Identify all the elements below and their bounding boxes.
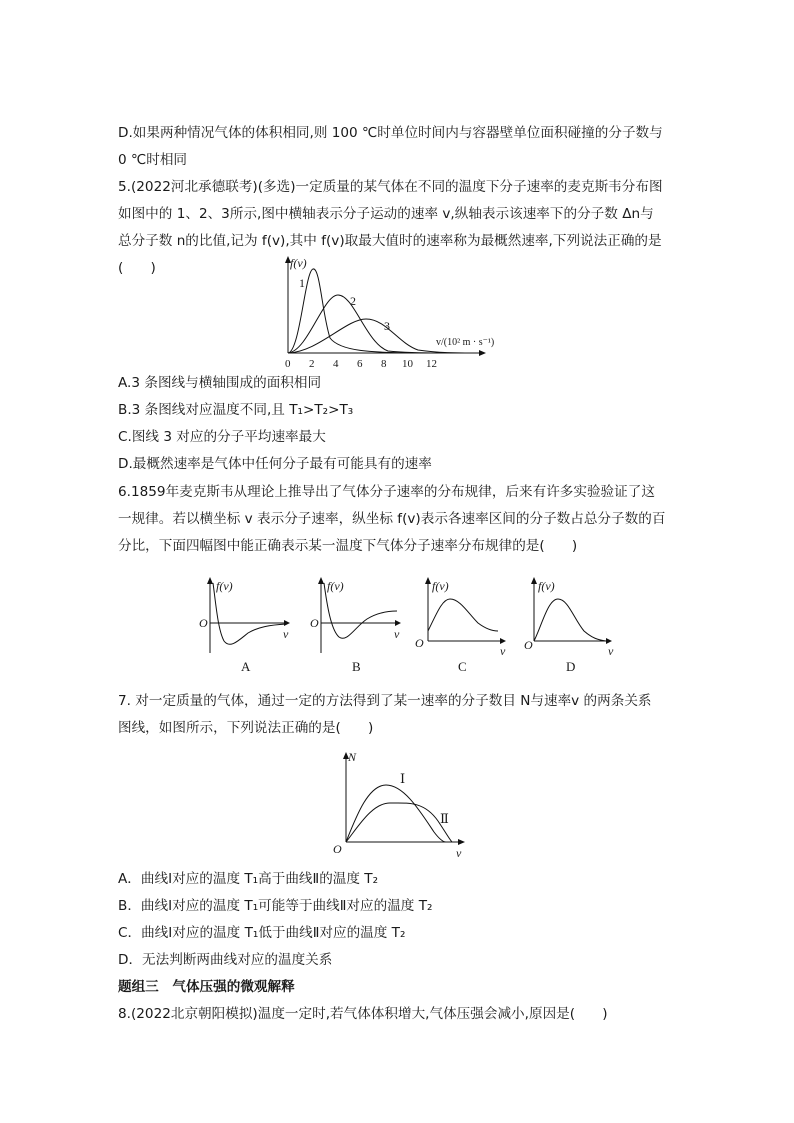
q7-y-label: N bbox=[348, 750, 357, 764]
q6-d-x-label: v bbox=[608, 644, 614, 658]
q6-a-origin: O bbox=[199, 616, 208, 630]
q7-stem-line2: 图线，如图所示，下列说法正确的是( ) bbox=[118, 720, 374, 736]
q6-d-caption: D bbox=[566, 659, 576, 674]
q6-c-origin: O bbox=[415, 636, 424, 650]
q7-figure bbox=[328, 747, 470, 862]
q6-b-y-label: f(v) bbox=[327, 579, 344, 593]
q5-answer-bracket: ( ) bbox=[118, 260, 156, 276]
q7-x-label: v bbox=[456, 846, 462, 860]
q6-panel-d bbox=[518, 575, 618, 675]
q7-option-d: D．无法判断两曲线对应的温度关系 bbox=[118, 952, 333, 968]
q5-x-tick: 0 bbox=[285, 358, 291, 370]
q6-panel-b bbox=[307, 575, 407, 675]
q6-c-y-label: f(v) bbox=[432, 579, 449, 593]
q5-maxwell-figure bbox=[278, 253, 518, 373]
q5-stem-line3: 总分子数 n的比值,记为 f(v),其中 f(v)取最大值时的速率称为最概然速率,下列说法正确的是 bbox=[118, 233, 662, 249]
q7-curve-label-2: Ⅱ bbox=[440, 811, 449, 826]
q7-option-c: C．曲线Ⅰ对应的温度 T₁低于曲线Ⅱ对应的温度 T₂ bbox=[118, 925, 406, 941]
q5-x-tick: 10 bbox=[402, 358, 413, 370]
q5-option-c: C.图线 3 对应的分子平均速率最大 bbox=[118, 429, 326, 445]
q7-option-b: B．曲线Ⅰ对应的温度 T₁可能等于曲线Ⅱ对应的温度 T₂ bbox=[118, 898, 433, 914]
q6-stem-line2: 一规律。若以横坐标 v 表示分子速率，纵坐标 f(v)表示各速率区间的分子数占总分子数的百 bbox=[118, 511, 666, 527]
q6-stem-line3: 分比，下面四幅图中能正确表示某一温度下气体分子速率分布规律的是( ) bbox=[118, 538, 578, 554]
q5-curve-1 bbox=[288, 269, 428, 353]
q6-c-x-label: v bbox=[500, 644, 506, 658]
q4-option-d-line1: D.如果两种情况气体的体积相同,则 100 ℃时单位时间内与容器壁单位面积碰撞的分子数与 bbox=[118, 125, 663, 141]
q5-curve-label-1: 1 bbox=[299, 276, 305, 290]
q5-stem-line1: 5.(2022河北承德联考)(多选)一定质量的某气体在不同的温度下分子速率的麦克斯韦分布图 bbox=[118, 179, 663, 195]
q5-option-d: D.最概然速率是气体中任何分子最有可能具有的速率 bbox=[118, 456, 432, 472]
q6-d-origin: O bbox=[524, 638, 533, 652]
q6-panel-c bbox=[412, 575, 512, 675]
q5-stem-line2: 如图中的 1、2、3所示,图中横轴表示分子运动的速率 v,纵轴表示该速率下的分子数 Δn与 bbox=[118, 206, 654, 222]
q7-curve-label-1: Ⅰ bbox=[400, 771, 406, 786]
q5-curve-2 bbox=[288, 295, 443, 353]
q5-x-tick: 12 bbox=[426, 358, 437, 370]
q6-a-caption: A bbox=[241, 659, 251, 674]
q8-stem-line1: 8.(2022北京朝阳模拟)温度一定时,若气体体积增大,气体压强会减小,原因是( ) bbox=[118, 1006, 608, 1022]
q7-option-a: A．曲线Ⅰ对应的温度 T₁高于曲线Ⅱ的温度 T₂ bbox=[118, 871, 379, 887]
q6-d-y-label: f(v) bbox=[538, 579, 555, 593]
q6-stem-line1: 6.1859年麦克斯韦从理论上推导出了气体分子速率的分布规律，后来有许多实验验证了这 bbox=[118, 484, 655, 500]
q5-option-a: A.3 条图线与横轴围成的面积相同 bbox=[118, 375, 322, 391]
q6-b-x-label: v bbox=[394, 627, 400, 641]
q4-option-d-line2: 0 ℃时相同 bbox=[118, 152, 188, 168]
q5-x-tick: 8 bbox=[381, 358, 387, 370]
q6-b-caption: B bbox=[352, 659, 361, 674]
q7-origin: O bbox=[333, 842, 342, 856]
q5-curve-label-3: 3 bbox=[384, 319, 390, 333]
q5-x-tick: 6 bbox=[357, 358, 363, 370]
q6-c-caption: C bbox=[458, 659, 467, 674]
q5-x-axis-label: v/(10² m · s⁻¹) bbox=[436, 337, 495, 348]
q6-b-origin: O bbox=[310, 616, 319, 630]
q5-curve-label-2: 2 bbox=[350, 294, 356, 308]
q7-curve-2 bbox=[346, 803, 452, 842]
q6-panel-a bbox=[196, 575, 296, 675]
q5-option-b: B.3 条图线对应温度不同,且 T₁>T₂>T₃ bbox=[118, 402, 354, 418]
q5-y-axis-label: f(v) bbox=[290, 256, 307, 270]
section-heading: 题组三 气体压强的微观解释 bbox=[118, 979, 295, 995]
q5-x-tick: 2 bbox=[309, 358, 315, 370]
q6-a-y-label: f(v) bbox=[216, 579, 233, 593]
q5-x-tick: 4 bbox=[333, 358, 339, 370]
q6-a-x-label: v bbox=[283, 627, 289, 641]
q7-stem-line1: 7. 对一定质量的气体，通过一定的方法得到了某一速率的分子数目 N与速率v 的两条关系 bbox=[118, 693, 652, 709]
